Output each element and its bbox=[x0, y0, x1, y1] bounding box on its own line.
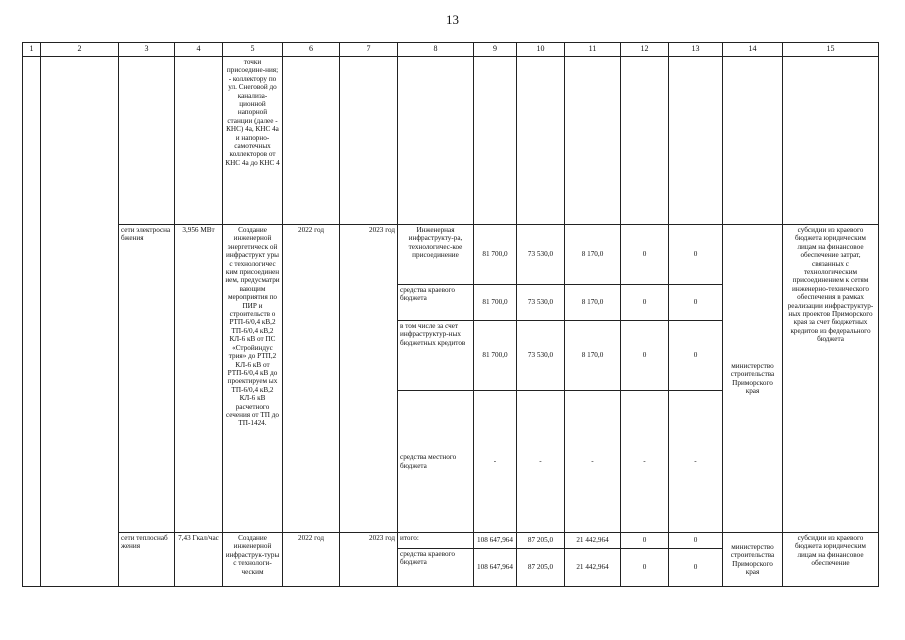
amount-total: 81 700,0 bbox=[474, 321, 517, 391]
amount-regional: 8 170,0 bbox=[565, 285, 621, 321]
object-description: Создание инженерной инфраструк-туры с технологи-ческим bbox=[223, 533, 283, 587]
amount-col13: 0 bbox=[669, 549, 723, 587]
col-header: 1 bbox=[23, 43, 41, 57]
cell-empty bbox=[41, 57, 119, 587]
cell-empty bbox=[565, 57, 621, 225]
amount-col13: 0 bbox=[669, 321, 723, 391]
funding-source: в том числе за счет инфраструктур-ных бюджетных кредитов bbox=[398, 321, 474, 391]
amount-regional: 8 170,0 bbox=[565, 321, 621, 391]
amount-total: 81 700,0 bbox=[474, 285, 517, 321]
capacity: 7,43 Гкал/час bbox=[175, 533, 223, 587]
col-header: 10 bbox=[517, 43, 565, 57]
table-row bbox=[23, 533, 879, 549]
page-number: 13 bbox=[446, 12, 459, 27]
cell-empty bbox=[23, 57, 41, 587]
col-header: 6 bbox=[283, 43, 340, 57]
cell-empty bbox=[340, 57, 398, 225]
start-year: 2022 год bbox=[283, 225, 340, 533]
cell-empty bbox=[723, 57, 783, 225]
amount-col12: 0 bbox=[621, 225, 669, 285]
cell-empty bbox=[669, 57, 723, 225]
funding-source: средства краевого бюджета bbox=[398, 285, 474, 321]
funding-source: Инженерная инфраструкту-ра, технологичес-кое присоединение bbox=[398, 225, 474, 285]
cell-empty bbox=[175, 57, 223, 225]
amount-col12: 0 bbox=[621, 533, 669, 549]
object-description: точки присоедине-ния; - коллектору по ул. Снеговой до канализа-ционной напорной станции (далее - КНС) 4а, КНС 4а и напорно-самотечных коллекторов от КНС 4а до КНС 4 bbox=[223, 57, 283, 225]
funding-source: средства краевого бюджета bbox=[398, 549, 474, 587]
network-type: сети теплоснаб жения bbox=[119, 533, 175, 587]
amount-federal: 87 205,0 bbox=[517, 533, 565, 549]
object-description: Создание инженерной энергетическ ой инфраструкт уры с технологичес ким присоединен ием, предусматри вающим мероприятия по ПИР и строительств о РТП-6/0,4 кВ,2 ТП-6/0,4 кВ,2 КЛ-6 кВ от ПС «Стройиндус трия» до РТП,2 КЛ-6 кВ от РТП-6/0,4 кВ до проектируем ых ТП-6/0,4 кВ,2 КЛ-6 кВ расчетного сечения от ТП до ТП-1424. bbox=[223, 225, 283, 533]
col-header: 7 bbox=[340, 43, 398, 57]
cell-empty bbox=[398, 57, 474, 225]
funding-purpose: субсидии из краевого бюджета юридическим лицам на финансовое обеспечение затрат, связанных с технологическим присоединением к сетям инженерно-технического обеспечения в рамках реализации инфраструктур-ных проектов Приморского края за счет бюджетных кредитов из федерального бюджета bbox=[783, 225, 879, 533]
cell-empty bbox=[283, 57, 340, 225]
amount-col12: 0 bbox=[621, 321, 669, 391]
col-header: 14 bbox=[723, 43, 783, 57]
col-header: 11 bbox=[565, 43, 621, 57]
amount-federal: 87 205,0 bbox=[517, 549, 565, 587]
amount-total: 108 647,964 bbox=[474, 533, 517, 549]
column-number-row bbox=[23, 43, 879, 57]
cell-empty bbox=[474, 57, 517, 225]
col-header: 8 bbox=[398, 43, 474, 57]
funding-purpose: субсидии из краевого бюджета юридическим лицам на финансовое обеспечение bbox=[783, 533, 879, 587]
col-header: 3 bbox=[119, 43, 175, 57]
budget-table bbox=[22, 42, 879, 587]
col-header: 15 bbox=[783, 43, 879, 57]
amount-col12: 0 bbox=[621, 549, 669, 587]
col-header: 13 bbox=[669, 43, 723, 57]
amount-col12: 0 bbox=[621, 285, 669, 321]
responsible-ministry: министерство строительства Приморского края bbox=[723, 225, 783, 533]
amount-regional: 21 442,964 bbox=[565, 533, 621, 549]
amount-regional: 21 442,964 bbox=[565, 549, 621, 587]
capacity: 3,956 МВт bbox=[175, 225, 223, 533]
funding-source: итого: bbox=[398, 533, 474, 549]
end-year: 2023 год bbox=[340, 225, 398, 533]
amount-total: 81 700,0 bbox=[474, 225, 517, 285]
cell-empty bbox=[621, 57, 669, 225]
table-row bbox=[23, 225, 879, 285]
col-header: 9 bbox=[474, 43, 517, 57]
col-header: 12 bbox=[621, 43, 669, 57]
amount-regional: 8 170,0 bbox=[565, 225, 621, 285]
funding-source: средства местного бюджета bbox=[398, 391, 474, 533]
col-header: 5 bbox=[223, 43, 283, 57]
amount-col12: - bbox=[621, 391, 669, 533]
col-header: 2 bbox=[41, 43, 119, 57]
start-year: 2022 год bbox=[283, 533, 340, 587]
cell-empty bbox=[119, 57, 175, 225]
amount-federal: - bbox=[517, 391, 565, 533]
amount-col13: 0 bbox=[669, 533, 723, 549]
cell-empty bbox=[517, 57, 565, 225]
continuation-row bbox=[23, 57, 879, 225]
amount-federal: 73 530,0 bbox=[517, 225, 565, 285]
network-type: сети электросна бжения bbox=[119, 225, 175, 533]
amount-regional: - bbox=[565, 391, 621, 533]
amount-col13: 0 bbox=[669, 285, 723, 321]
col-header: 4 bbox=[175, 43, 223, 57]
amount-total: 108 647,964 bbox=[474, 549, 517, 587]
responsible-ministry: министерство строительства Приморского края bbox=[723, 533, 783, 587]
amount-col13: 0 bbox=[669, 225, 723, 285]
cell-empty bbox=[783, 57, 879, 225]
amount-federal: 73 530,0 bbox=[517, 321, 565, 391]
amount-total: - bbox=[474, 391, 517, 533]
end-year: 2023 год bbox=[340, 533, 398, 587]
amount-col13: - bbox=[669, 391, 723, 533]
amount-federal: 73 530,0 bbox=[517, 285, 565, 321]
